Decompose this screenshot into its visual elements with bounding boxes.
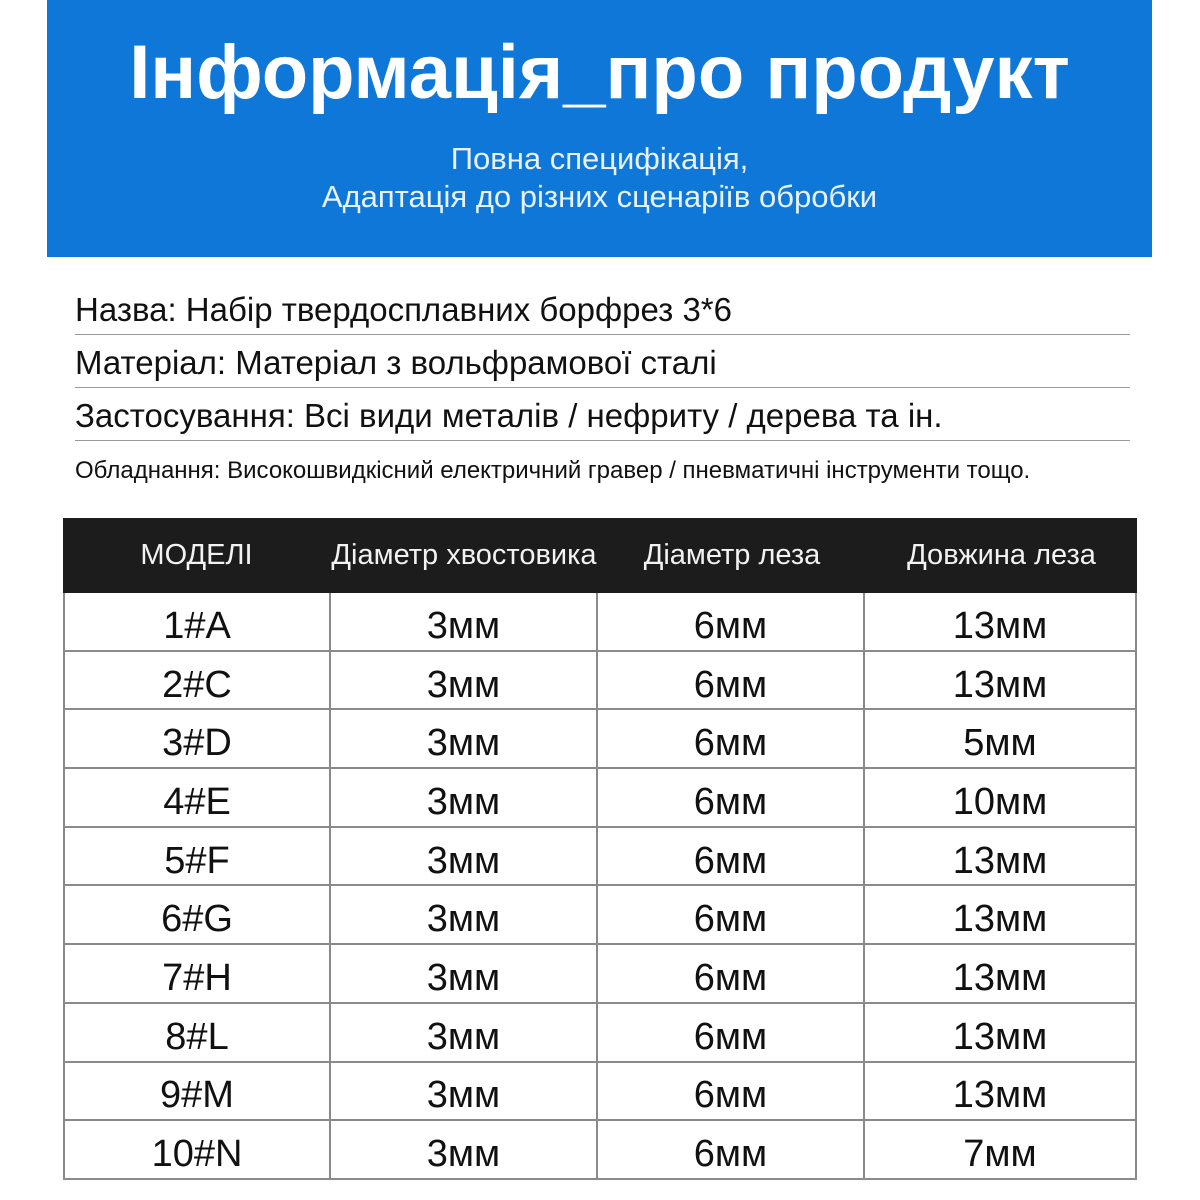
cell-blade-length: 13мм xyxy=(952,839,1048,882)
cell-shank-diameter: 3мм xyxy=(331,652,598,709)
cell-blade-length: 13мм xyxy=(952,1074,1048,1117)
cell-blade-diameter: 6мм xyxy=(598,886,865,943)
header-models: МОДЕЛІ xyxy=(140,539,253,571)
table-row xyxy=(65,593,1135,652)
spec-name: Назва: Набір твердосплавних борфрез 3*6 xyxy=(75,282,1130,335)
cell-blade-diameter: 6мм xyxy=(598,828,865,885)
cell-shank-diameter: 3мм xyxy=(331,1063,598,1120)
cell-shank-diameter: 3мм xyxy=(331,1004,598,1061)
spec-application: Застосування: Всі види металів / нефриту / дерева та ін. xyxy=(75,388,1130,441)
cell-blade-diameter: 6мм xyxy=(598,769,865,826)
banner-subtitle-line-1: Повна специфікація, xyxy=(450,141,749,176)
table-header xyxy=(63,518,1137,593)
table-row xyxy=(65,652,1135,711)
table-row xyxy=(65,710,1135,769)
header-blade-diameter: Діаметр леза xyxy=(643,539,821,571)
cell-shank-diameter: 3мм xyxy=(331,1121,598,1178)
cell-blade-diameter: 6мм xyxy=(598,710,865,767)
cell-blade-length: 5мм xyxy=(963,722,1037,765)
cell-shank-diameter: 3мм xyxy=(331,710,598,767)
cell-blade-length: 13мм xyxy=(952,956,1048,999)
cell-blade-diameter: 6мм xyxy=(598,945,865,1002)
cell-blade-diameter: 6мм xyxy=(598,1121,865,1178)
header-blade-length: Довжина леза xyxy=(907,539,1096,571)
banner-title: Інформація_про продукт xyxy=(129,30,1070,115)
cell-blade-diameter: 6мм xyxy=(598,1063,865,1120)
spec-material: Матеріал: Матеріал з вольфрамової сталі xyxy=(75,335,1130,388)
table-row xyxy=(65,769,1135,828)
cell-shank-diameter: 3мм xyxy=(331,945,598,1002)
cell-blade-length: 7мм xyxy=(963,1133,1037,1176)
cell-shank-diameter: 3мм xyxy=(331,886,598,943)
cell-model: 4#E xyxy=(65,769,331,826)
cell-blade-diameter: 6мм xyxy=(598,593,865,650)
cell-blade-length: 13мм xyxy=(952,604,1048,647)
cell-shank-diameter: 3мм xyxy=(331,769,598,826)
cell-model: 1#A xyxy=(65,593,331,650)
header-shank-diameter: Діаметр хвостовика xyxy=(331,539,597,571)
header-banner xyxy=(47,0,1152,257)
cell-blade-diameter: 6мм xyxy=(598,652,865,709)
table-row xyxy=(65,1004,1135,1063)
cell-blade-length: 13мм xyxy=(952,663,1048,706)
table-row xyxy=(65,945,1135,1004)
cell-model: 8#L xyxy=(65,1004,331,1061)
table-body xyxy=(63,593,1137,1180)
cell-model: 10#N xyxy=(65,1121,331,1178)
cell-shank-diameter: 3мм xyxy=(331,593,598,650)
cell-model: 5#F xyxy=(65,828,331,885)
model-table xyxy=(63,518,1137,1180)
cell-model: 9#M xyxy=(65,1063,331,1120)
cell-model: 6#G xyxy=(65,886,331,943)
table-row xyxy=(65,1063,1135,1122)
table-row xyxy=(65,1121,1135,1180)
cell-model: 2#C xyxy=(65,652,331,709)
cell-blade-diameter: 6мм xyxy=(598,1004,865,1061)
cell-model: 3#D xyxy=(65,710,331,767)
banner-subtitle-line-2: Адаптація до різних сценаріїв обробки xyxy=(321,179,878,214)
spec-list xyxy=(75,282,1130,496)
table-row xyxy=(65,828,1135,887)
spec-equipment: Обладнання: Високошвидкісний електричний гравер / пневматичні інструменти тощо. xyxy=(75,457,1031,484)
cell-shank-diameter: 3мм xyxy=(331,828,598,885)
cell-blade-length: 10мм xyxy=(952,780,1048,823)
cell-blade-length: 13мм xyxy=(952,1015,1048,1058)
table-row xyxy=(65,886,1135,945)
cell-model: 7#H xyxy=(65,945,331,1002)
cell-blade-length: 13мм xyxy=(952,898,1048,941)
banner-subtitle xyxy=(47,140,1152,216)
